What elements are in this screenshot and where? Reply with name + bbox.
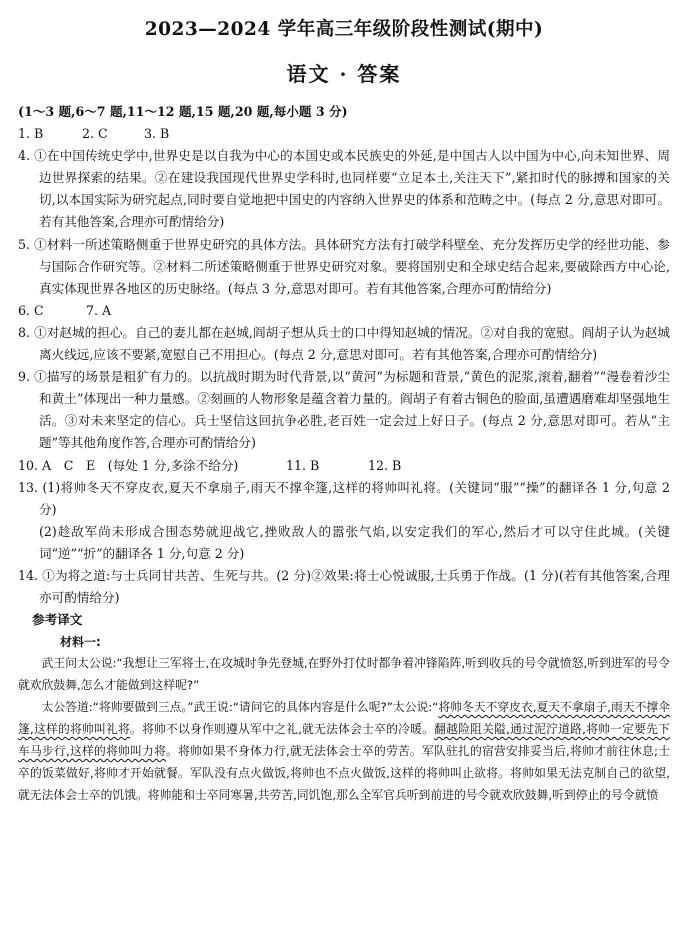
translation-text-b: 。将帅不以身作则遵从军中之礼,就无法体会士卒的冷暖。 [130, 722, 435, 737]
underlined-phrase-2: 翻越险阻关隘,通过泥泞道路,将帅一定要先下车马步行,这样的将帅叫力将 [18, 722, 670, 758]
mc-answers-6-7 [18, 300, 670, 322]
answer-q8: 8. ①对赵城的担心。自己的妻儿都在赵城,阎胡子想从兵士的口中得知赵城的情况。②对自我的宽慰。阎胡子认为赵城离火线远,应该不要紧,宽慰自己不用担心。(每点 2 分,意思对即可。若有其他答案,合理亦可酌情给分) [18, 324, 670, 363]
answer-q11: 11. B [286, 457, 320, 473]
answer-q12: 12. B [368, 457, 402, 473]
answer-q5: 5. ①材料一所述策略侧重于世界史研究的具体方法。具体研究方法有打破学科壁垒、充分发挥历史学的经世功能、参与国际合作研究等。②材料二所述策略侧重于世界史研究对象。要将国别史和全球史结合起来,要破除西方中心论,真实体现世界各地区的历史脉络。(每点 3 分,意思对即可。若有其他答案,合理亦可酌情给分) [18, 236, 670, 296]
answer-q14: 14. ①为将之道:与士兵同甘共苦、生死与共。(2 分)②效果:将士心悦诚服,士兵勇于作战。(1 分)(若有其他答案,合理亦可酌情给分) [18, 567, 670, 606]
translation-paragraph-1: 武王问太公说:“我想让三军将士,在攻城时争先登城,在野外打仗时都争着冲锋陷阵,听到收兵的号令就愤怒,听到进军的号令就欢欣鼓舞,怎么才能做到这样呢?” [18, 656, 670, 693]
reference-translation-heading: 参考译文 [32, 612, 83, 628]
translation-text-c: 。将帅如果不身体力行,就无法体会士卒的劳苦。军队驻扎的宿营安排妥当后,将帅才前往休息;士卒的饭菜做好,将帅才开始就餐。军队没有点火做饭,将帅也不点火做饭,这样的将帅叫止欲将。将帅如果无法克制自己的欲望,就无法体会士卒的饥饿。将帅能和士卒同寒暑,共劳苦,同饥饱,那么全军官兵听到前进的号令就欢欣鼓舞,听到停止的号令就愤 [18, 743, 670, 802]
translation-paragraph-2 [18, 697, 670, 807]
scoring-note: (1～3 题,6～7 题,11～12 题,15 题,20 题,每小题 3 分) [18, 104, 348, 119]
answer-q3: 3. B [144, 126, 170, 142]
exam-title: 2023—2024 学年高三年级阶段性测试(期中) [144, 19, 544, 40]
underlined-phrase-1: 将帅冬天不穿皮衣,夏天不拿扇子,雨天不撑伞篷,这样的将帅叫礼将 [18, 700, 671, 737]
answer-q10: 10. A C E (每处 1 分,多涂不给分) [18, 457, 239, 473]
answer-q1: 1. B [18, 126, 44, 142]
material-one-label: 材料一: [60, 635, 101, 650]
answer-q2: 2. C [82, 126, 108, 142]
subject-title: 语文 · 答案 [286, 62, 402, 86]
translation-text-a: 太公答道:“将帅要做到三点。”武王说:“请问它的具体内容是什么呢?”太公说:“ [41, 700, 439, 715]
answer-q13-2: (2)趁敌军尚未形成合围态势就迎战它,挫败敌人的嚣张气焰,以安定我们的军心,然后才可以守住此城。(关键词“逆”“折”的翻译各 1 分,句意 2 分) [39, 523, 670, 561]
answer-body [18, 101, 670, 807]
answer-q7: 7. A [86, 302, 112, 318]
answer-q9: 9. ①描写的场景是粗犷有力的。以抗战时期为时代背景,以“黄河”为标题和背景,“黄色的泥浆,滚着,翻着”“漫卷着沙尘和黄土”体现出一种力量感。②刻画的人物形象是蕴含着力量的。阎胡子有着古铜色的脸面,虽遭遇磨难却坚强地生活。③对未来坚定的信心。兵士坚信这回抗争必胜,老百姓一定会过上好日子。(每点 2 分,意思对即可。若从“主题”等其他角度作答,合理亦可酌情给分) [18, 369, 670, 451]
answer-q6: 6. C [18, 302, 44, 318]
mc-answers-1-3 [18, 123, 670, 145]
answer-q4: 4. ①在中国传统史学中,世界史是以自我为中心的本国史或本民族史的外延,是中国古人以中国为中心,向未知世界、周边世界探索的结果。②在建设我国现代世界史学科时,也同样要“立足本土,关注天下”,紧扣时代的脉搏和国家的关切,以本国实际为研究起点,同时要自觉地把中国史的内容纳入世界史的体系和范畴之中。(每点 2 分,意思对即可。若有其他答案,合理亦可酌情给分) [18, 148, 670, 230]
answer-q13-1: 13. (1)将帅冬天不穿皮衣,夏天不拿扇子,雨天不撑伞篷,这样的将帅叫礼将。(关键词“服”“操”的翻译各 1 分,句意 2 分) [18, 479, 670, 517]
mc-answers-10-12 [18, 455, 670, 477]
